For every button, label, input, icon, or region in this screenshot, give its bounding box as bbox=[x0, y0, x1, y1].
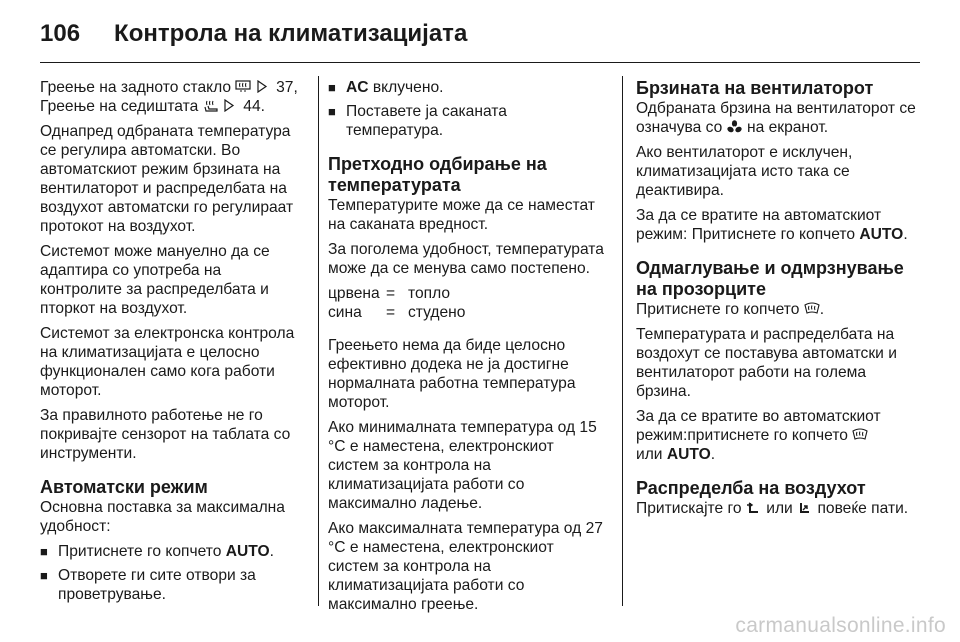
color-table bbox=[328, 284, 604, 322]
paragraph: Системот може мануелно да се адаптира со употреба на контролите за распределбата и пторкот на воздухот. bbox=[40, 243, 270, 317]
paragraph: Однапред одбраната температура се регулира автоматски. Во автоматскиот режим брзината на вентилаторот и распределбата на воздухот автоматски го регулираат протокот на воздухот. bbox=[40, 123, 294, 235]
bullet-icon: ■ bbox=[40, 568, 48, 583]
page-number: 106 bbox=[40, 20, 81, 47]
table-cell: сина bbox=[328, 304, 362, 321]
section-heading: Распределба на воздухот bbox=[636, 478, 866, 498]
column-3 bbox=[636, 78, 916, 524]
fan-icon bbox=[727, 120, 743, 133]
paragraph: Ако вентилаторот е исклучен, климатизацијата исто така се деактивира. bbox=[636, 144, 853, 199]
bullet-icon: ■ bbox=[328, 104, 336, 119]
table-cell: студено bbox=[408, 304, 466, 321]
page-header bbox=[40, 14, 467, 54]
paragraph: За поголема удобност, температурата може да се менува само постепено. bbox=[328, 241, 604, 277]
paragraph: За да се вратите на автоматскиот режим: Притиснете го копчето AUTO. bbox=[636, 207, 908, 243]
table-cell: топло bbox=[408, 285, 451, 302]
bullet-icon: ■ bbox=[328, 80, 336, 95]
table-cell: = bbox=[386, 304, 396, 321]
page-ref-icon bbox=[223, 99, 239, 112]
table-cell: = bbox=[386, 285, 396, 302]
paragraph: Ако максималната температура од 27 °C е наместена, електронскиот систем за контрола на климатизацијата работи со максимално греење. bbox=[328, 520, 603, 613]
list-item: ■ Притиснете го копчето AUTO. bbox=[40, 543, 274, 560]
paragraph: За да се вратите во автоматскиот режим:притиснете го копчето или AUTO. bbox=[636, 408, 881, 463]
column-separator bbox=[622, 76, 623, 606]
page-ref-icon bbox=[256, 80, 272, 93]
list-item: ■ Поставете ја саканата температура. bbox=[328, 103, 507, 139]
column-1 bbox=[40, 78, 306, 609]
heating-references: Греење на задното стакло 37, Греење на седиштата 44. bbox=[40, 79, 298, 115]
paragraph: Притискајте го или повеќе пати. bbox=[636, 500, 909, 517]
section-heading: Претходно одбирање на температурата bbox=[328, 154, 547, 195]
section-heading: Брзината на вентилаторот bbox=[636, 78, 874, 98]
section-heading: Одмаглување и одмрзнување на прозорците bbox=[636, 258, 904, 299]
paragraph: Одбраната брзина на вентилаторот се означува со на екранот. bbox=[636, 100, 916, 136]
air-distribution-icon bbox=[746, 501, 762, 514]
paragraph: Греењето нема да биде целосно ефективно додека не ја достигне нормалната работна температура моторот. bbox=[328, 337, 576, 411]
paragraph: Температурите може да се наместат на саканата вредност. bbox=[328, 197, 595, 233]
paragraph: Притиснете го копчето . bbox=[636, 301, 825, 318]
paragraph: Системот за електронска контрола на климатизацијата е целосно функционален само кога работи моторот. bbox=[40, 325, 295, 399]
air-distribution-icon bbox=[797, 501, 813, 514]
seat-heat-icon bbox=[203, 99, 219, 112]
watermark: carmanualsonline.info bbox=[735, 614, 946, 637]
bullet-icon: ■ bbox=[40, 544, 48, 559]
table-cell: црвена bbox=[328, 285, 380, 302]
paragraph: Основна поставка за максимална удобност: bbox=[40, 499, 285, 535]
list-item: ■ Отворете ги сите отвори за проветрување. bbox=[40, 567, 256, 603]
windscreen-defrost-icon bbox=[804, 302, 820, 315]
column-2 bbox=[328, 78, 604, 620]
page-title: Контрола на климатизацијата bbox=[114, 20, 468, 47]
rear-window-heat-icon bbox=[235, 80, 251, 93]
paragraph: Температурата и распределбата на воздохут се поставува автоматски и вентилаторот работи на голема брзина. bbox=[636, 326, 897, 400]
paragraph: Ако минималната температура од 15 °C е наместена, електронскиот систем за контрола на климатизацијата работи со максимално ладење. bbox=[328, 419, 597, 512]
list-item: ■ AC вклучено. bbox=[328, 79, 444, 96]
windscreen-defrost-icon bbox=[852, 428, 868, 441]
column-separator bbox=[318, 76, 319, 606]
paragraph: За правилното работење не го покривајте сензорот на таблата со инструменти. bbox=[40, 407, 291, 462]
section-heading: Автоматски режим bbox=[40, 477, 208, 497]
header-rule bbox=[40, 62, 920, 63]
